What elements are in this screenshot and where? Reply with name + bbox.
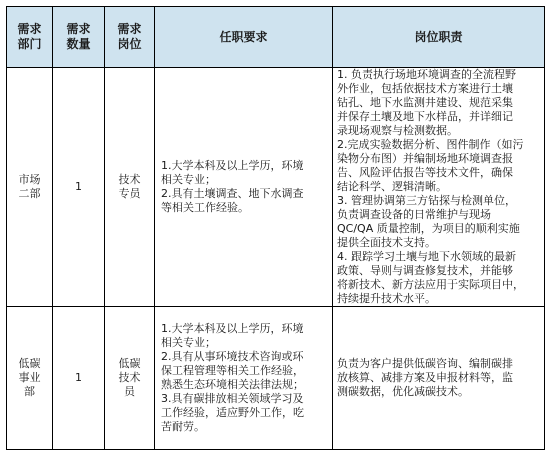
count-cell: 1 bbox=[53, 307, 105, 450]
header-requirements: 任职要求 bbox=[155, 7, 333, 68]
header-dept: 需求 部门 bbox=[7, 7, 53, 68]
dept-cell: 市场 二部 bbox=[7, 68, 53, 307]
job-table bbox=[6, 6, 545, 450]
table-row bbox=[7, 68, 545, 307]
requirements-cell: 1.大学本科及以上学历，环境 相关专业； 2.具有土壤调查、地下水调查 等相关工作经验。 bbox=[155, 68, 333, 307]
header-row bbox=[7, 7, 545, 68]
position-cell: 低碳 技术 员 bbox=[105, 307, 155, 450]
duties-cell: 1. 负责执行场地环境调查的全流程野 外作业，包括依据技术方案进行土壤 钻孔、地下水监测井建设、规范采集 并保存土壤及地下水样品，并详细记 录现场观察与检测数据。 2.完成实验数据分析、图件制作（如污 染物分布图）并编制场地环境调查报 告、风险评估报告等技术文件，确保 结论科学、逻辑清晰。 3. 管理协调第三方钻探与检测单位， 负责调查设备的日常维护与现场 QC/QA 质量控制，为项目的顺利实施 提供全面技术支持。 4. 跟踪学习土壤与地下水领域的最新 政策、导则与调查修复技术，并能够 将新技术、新方法应用于实际项目中， 持续提升技术水平。 bbox=[333, 68, 545, 307]
dept-cell: 低碳 事业 部 bbox=[7, 307, 53, 450]
header-duties: 岗位职责 bbox=[333, 7, 545, 68]
position-cell: 技术 专员 bbox=[105, 68, 155, 307]
requirements-cell: 1.大学本科及以上学历，环境 相关专业； 2.具有从事环境技术咨询或环 保工程管理等相关工作经验， 熟悉生态环境相关法律法规； 3.具有碳排放相关领域学习及 工作经验，适应野外工作，吃 苦耐劳。 bbox=[155, 307, 333, 450]
table-row bbox=[7, 307, 545, 450]
duties-cell: 负责为客户提供低碳咨询、编制碳排 放核算、减排方案及申报材料等，监 测碳数据，优化减碳技术。 bbox=[333, 307, 545, 450]
header-position: 需求 岗位 bbox=[105, 7, 155, 68]
count-cell: 1 bbox=[53, 68, 105, 307]
header-count: 需求 数量 bbox=[53, 7, 105, 68]
